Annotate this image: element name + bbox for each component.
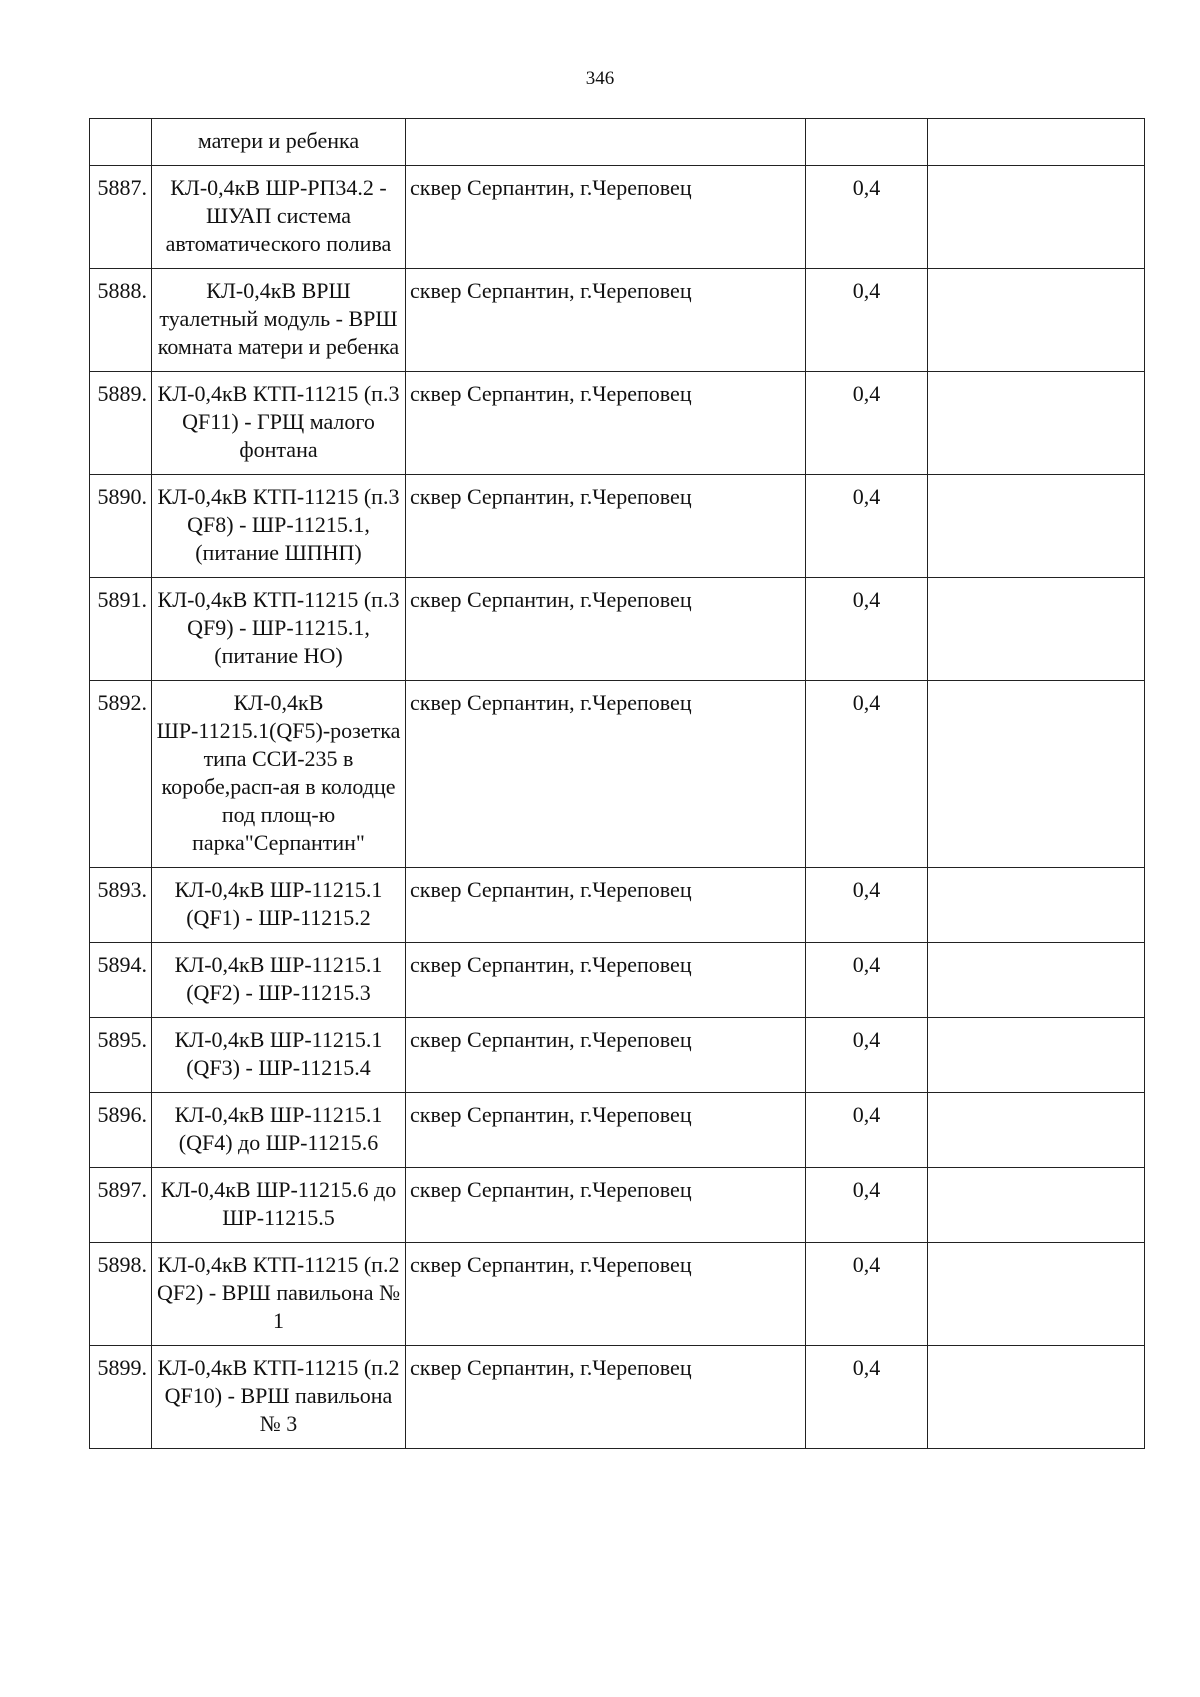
extra-cell [928, 119, 1145, 166]
row-number-cell: 5899. [90, 1346, 152, 1449]
line-name-cell: КЛ-0,4кВ ШР-11215.1 (QF2) - ШР-11215.3 [152, 943, 406, 1018]
address-cell: сквер Серпантин, г.Череповец [406, 166, 806, 269]
line-name-cell: КЛ-0,4кВ ШР-11215.1(QF5)-розетка типа ССИ-235 в коробе,расп-ая в колодце под площ-ю парка"Серпантин" [152, 681, 406, 868]
address-cell: сквер Серпантин, г.Череповец [406, 943, 806, 1018]
table-row [90, 1093, 1145, 1168]
table-row [90, 269, 1145, 372]
row-number-cell: 5894. [90, 943, 152, 1018]
line-name-cell: КЛ-0,4кВ КТП-11215 (п.2 QF2) - ВРШ павильона № 1 [152, 1243, 406, 1346]
row-number-cell: 5895. [90, 1018, 152, 1093]
voltage-cell: 0,4 [806, 578, 928, 681]
table-row [90, 1346, 1145, 1449]
extra-cell [928, 1346, 1145, 1449]
voltage-cell: 0,4 [806, 475, 928, 578]
voltage-cell: 0,4 [806, 1243, 928, 1346]
line-name-cell: КЛ-0,4кВ ВРШ туалетный модуль - ВРШ комната матери и ребенка [152, 269, 406, 372]
extra-cell [928, 372, 1145, 475]
line-name-cell: КЛ-0,4кВ ШР-РП34.2 - ШУАП система автоматического полива [152, 166, 406, 269]
table-row [90, 372, 1145, 475]
voltage-cell [806, 119, 928, 166]
table-row [90, 943, 1145, 1018]
extra-cell [928, 166, 1145, 269]
table-row [90, 681, 1145, 868]
address-cell: сквер Серпантин, г.Череповец [406, 578, 806, 681]
table-row [90, 119, 1145, 166]
table-row [90, 868, 1145, 943]
row-number-cell: 5890. [90, 475, 152, 578]
row-number-cell: 5889. [90, 372, 152, 475]
address-cell: сквер Серпантин, г.Череповец [406, 269, 806, 372]
extra-cell [928, 943, 1145, 1018]
address-cell: сквер Серпантин, г.Череповец [406, 1243, 806, 1346]
voltage-cell: 0,4 [806, 681, 928, 868]
row-number-cell [90, 119, 152, 166]
address-cell: сквер Серпантин, г.Череповец [406, 681, 806, 868]
line-name-cell: матери и ребенка [152, 119, 406, 166]
address-cell [406, 119, 806, 166]
table-row [90, 1243, 1145, 1346]
table-row [90, 1168, 1145, 1243]
row-number-cell: 5888. [90, 269, 152, 372]
row-number-cell: 5896. [90, 1093, 152, 1168]
voltage-cell: 0,4 [806, 1346, 928, 1449]
voltage-cell: 0,4 [806, 868, 928, 943]
page-number: 346 [585, 68, 615, 89]
row-number-cell: 5887. [90, 166, 152, 269]
table-row [90, 578, 1145, 681]
table-row [90, 1018, 1145, 1093]
address-cell: сквер Серпантин, г.Череповец [406, 1346, 806, 1449]
address-cell: сквер Серпантин, г.Череповец [406, 1018, 806, 1093]
table-body [90, 119, 1145, 1449]
line-name-cell: КЛ-0,4кВ ШР-11215.1 (QF4) до ШР-11215.6 [152, 1093, 406, 1168]
line-name-cell: КЛ-0,4кВ ШР-11215.6 до ШР-11215.5 [152, 1168, 406, 1243]
address-cell: сквер Серпантин, г.Череповец [406, 1093, 806, 1168]
line-name-cell: КЛ-0,4кВ ШР-11215.1 (QF3) - ШР-11215.4 [152, 1018, 406, 1093]
line-name-cell: КЛ-0,4кВ КТП-11215 (п.3 QF8) - ШР-11215.1, (питание ШПНП) [152, 475, 406, 578]
table-row [90, 166, 1145, 269]
address-cell: сквер Серпантин, г.Череповец [406, 475, 806, 578]
extra-cell [928, 475, 1145, 578]
extra-cell [928, 269, 1145, 372]
line-name-cell: КЛ-0,4кВ КТП-11215 (п.3 QF9) - ШР-11215.1, (питание НО) [152, 578, 406, 681]
extra-cell [928, 681, 1145, 868]
row-number-cell: 5891. [90, 578, 152, 681]
voltage-cell: 0,4 [806, 166, 928, 269]
row-number-cell: 5893. [90, 868, 152, 943]
extra-cell [928, 1018, 1145, 1093]
voltage-cell: 0,4 [806, 1093, 928, 1168]
extra-cell [928, 868, 1145, 943]
row-number-cell: 5892. [90, 681, 152, 868]
line-name-cell: КЛ-0,4кВ ШР-11215.1 (QF1) - ШР-11215.2 [152, 868, 406, 943]
voltage-cell: 0,4 [806, 943, 928, 1018]
row-number-cell: 5897. [90, 1168, 152, 1243]
extra-cell [928, 1168, 1145, 1243]
voltage-cell: 0,4 [806, 1168, 928, 1243]
extra-cell [928, 1243, 1145, 1346]
voltage-cell: 0,4 [806, 269, 928, 372]
row-number-cell: 5898. [90, 1243, 152, 1346]
line-name-cell: КЛ-0,4кВ КТП-11215 (п.2 QF10) - ВРШ павильона № 3 [152, 1346, 406, 1449]
address-cell: сквер Серпантин, г.Череповец [406, 868, 806, 943]
address-cell: сквер Серпантин, г.Череповец [406, 1168, 806, 1243]
extra-cell [928, 1093, 1145, 1168]
extra-cell [928, 578, 1145, 681]
address-cell: сквер Серпантин, г.Череповец [406, 372, 806, 475]
table-row [90, 475, 1145, 578]
cable-registry-table [89, 118, 1145, 1449]
voltage-cell: 0,4 [806, 372, 928, 475]
line-name-cell: КЛ-0,4кВ КТП-11215 (п.3 QF11) - ГРЩ малого фонтана [152, 372, 406, 475]
voltage-cell: 0,4 [806, 1018, 928, 1093]
